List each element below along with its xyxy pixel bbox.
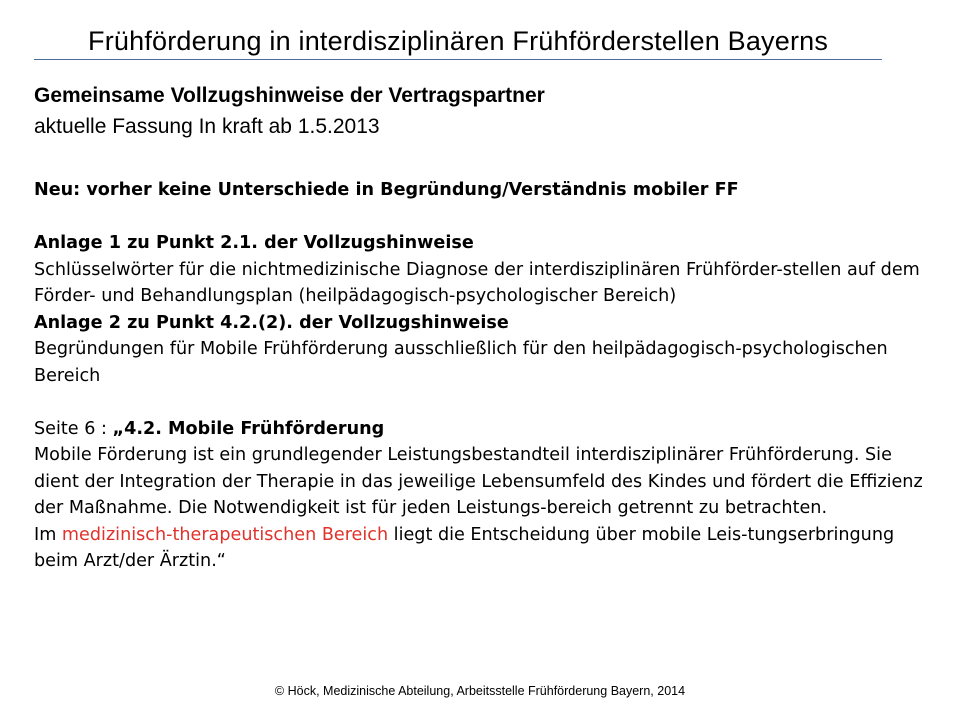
new-note: Neu: vorher keine Unterschiede in Begründung/Verständnis mobiler FF bbox=[34, 180, 739, 200]
quote-last-paragraph bbox=[34, 522, 934, 575]
heading-line-2: aktuelle Fassung In kraft ab 1.5.2013 bbox=[34, 115, 380, 138]
quote-last-prefix: Im bbox=[34, 524, 62, 545]
annex1-heading: Anlage 1 zu Punkt 2.1. der Vollzugshinweise bbox=[34, 233, 474, 253]
quote-page-ref: Seite 6 : bbox=[34, 418, 113, 439]
spacer bbox=[34, 389, 934, 416]
quote-text: Mobile Förderung ist ein grundlegender Leistungsbestandteil interdisziplinärer Frühförderung. Sie dient der Integration der Therapie in das jeweilige Lebensumfeld des Kindes und fördert die Effizienz der Maßnahme. Die Notwendigkeit ist für jeden Leistungs-bereich getrennt zu betrachten. bbox=[34, 445, 923, 518]
title-divider bbox=[34, 59, 882, 60]
footer-copyright: © Höck, Medizinische Abteilung, Arbeitsstelle Frühförderung Bayern, 2014 bbox=[274, 684, 686, 698]
annex1-text: Schlüsselwörter für die nichtmedizinische Diagnose der interdisziplinären Frühförder-stellen auf dem Förder- und Behandlungsplan (heilpädagogisch-psychologischer Bereich) bbox=[34, 259, 920, 306]
spacer bbox=[34, 204, 934, 231]
heading-line-1: Gemeinsame Vollzugshinweise der Vertragspartner bbox=[34, 84, 545, 107]
quote-heading-line bbox=[34, 416, 934, 443]
annex2-heading: Anlage 2 zu Punkt 4.2.(2). der Vollzugshinweise bbox=[34, 312, 509, 333]
annex2-text: Begründungen für Mobile Frühförderung ausschließlich für den heilpädagogisch-psychologischen Bereich bbox=[34, 339, 888, 386]
body-text bbox=[34, 177, 934, 575]
highlighted-term: medizinisch-therapeutischen Bereich bbox=[61, 524, 389, 545]
heading-block bbox=[34, 80, 545, 142]
slide-title: Frühförderung in interdisziplinären Frühförderstellen Bayerns bbox=[88, 26, 829, 56]
quote-last-suffix: liegt die Entscheidung über mobile Leis-tungserbringung beim Arzt/der Ärztin.“ bbox=[34, 524, 895, 571]
quote-heading: „4.2. Mobile Frühförderung bbox=[112, 418, 385, 439]
